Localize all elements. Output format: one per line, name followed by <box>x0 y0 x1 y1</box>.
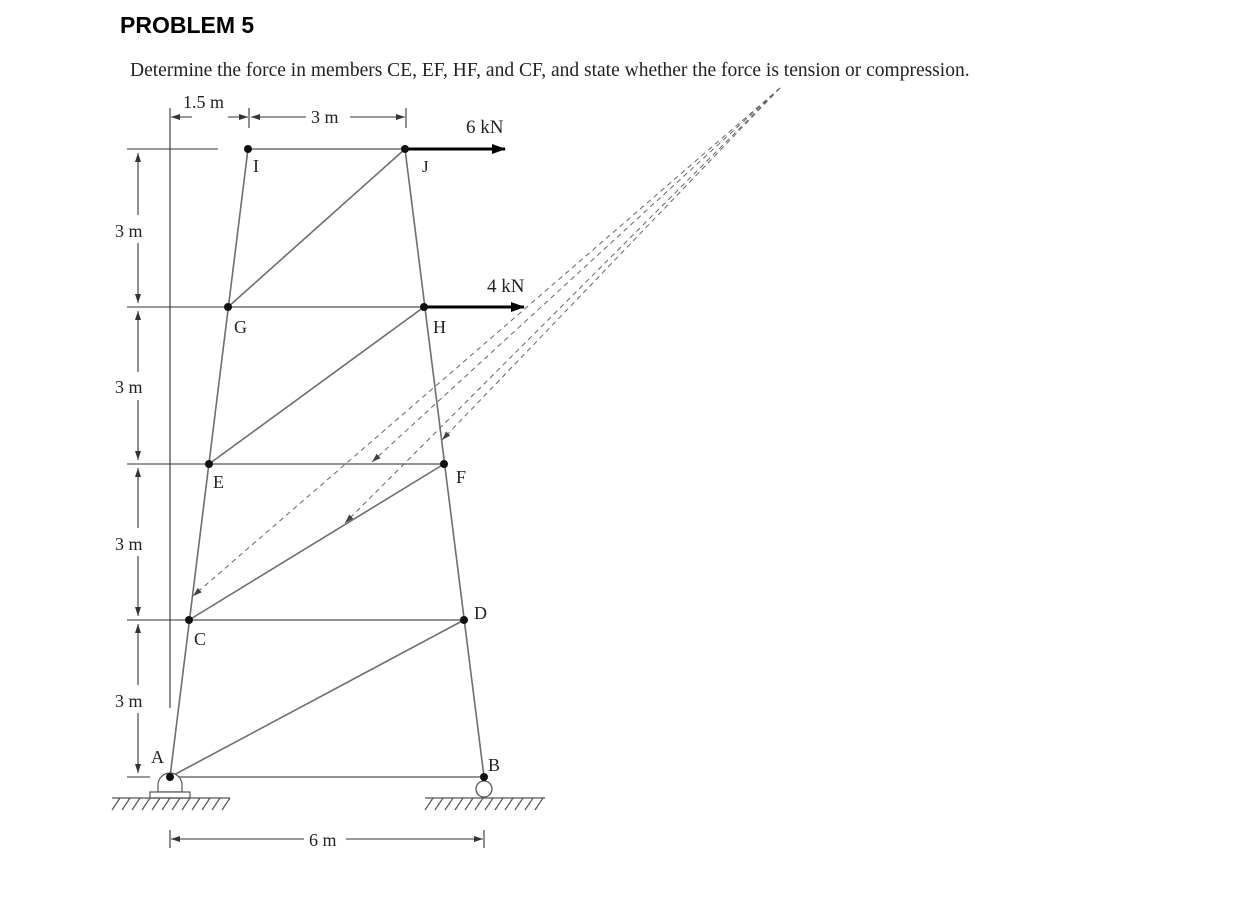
label-f: F <box>456 467 467 487</box>
truss-members <box>170 149 484 777</box>
joint-e <box>205 460 213 468</box>
load-label-4kn: 4 kN <box>487 276 525 297</box>
base-width-label: 6 m <box>309 830 337 850</box>
construction-lines <box>193 88 780 596</box>
height-label-4: 3 m <box>115 691 143 711</box>
joints <box>166 145 488 781</box>
top-offset-label: 1.5 m <box>183 92 225 112</box>
joint-g <box>224 303 232 311</box>
joint-h <box>420 303 428 311</box>
joint-a <box>166 773 174 781</box>
reference-lines <box>127 108 406 777</box>
load-label-6kn: 6 kN <box>466 117 504 138</box>
joint-c <box>185 616 193 624</box>
top-width-label: 3 m <box>311 107 339 127</box>
height-label-2: 3 m <box>115 377 143 397</box>
height-label-3: 3 m <box>115 534 143 554</box>
label-h: H <box>433 317 446 337</box>
label-a: A <box>151 747 164 767</box>
problem-statement: Determine the force in members CE, EF, HF, and CF, and state whether the force is tension or compression. <box>130 60 970 81</box>
joint-d <box>460 616 468 624</box>
joint-i <box>244 145 252 153</box>
joint-b <box>480 773 488 781</box>
height-label-1: 3 m <box>115 221 143 241</box>
joint-j <box>401 145 409 153</box>
roller-support-b <box>425 781 545 810</box>
label-d: D <box>474 603 487 623</box>
label-e: E <box>213 472 224 492</box>
joint-f <box>440 460 448 468</box>
label-g: G <box>234 317 247 337</box>
label-b: B <box>488 755 501 775</box>
label-j: J <box>422 157 429 176</box>
label-i: I <box>253 156 259 176</box>
label-c: C <box>194 629 207 649</box>
problem-heading: PROBLEM 5 <box>120 12 255 38</box>
